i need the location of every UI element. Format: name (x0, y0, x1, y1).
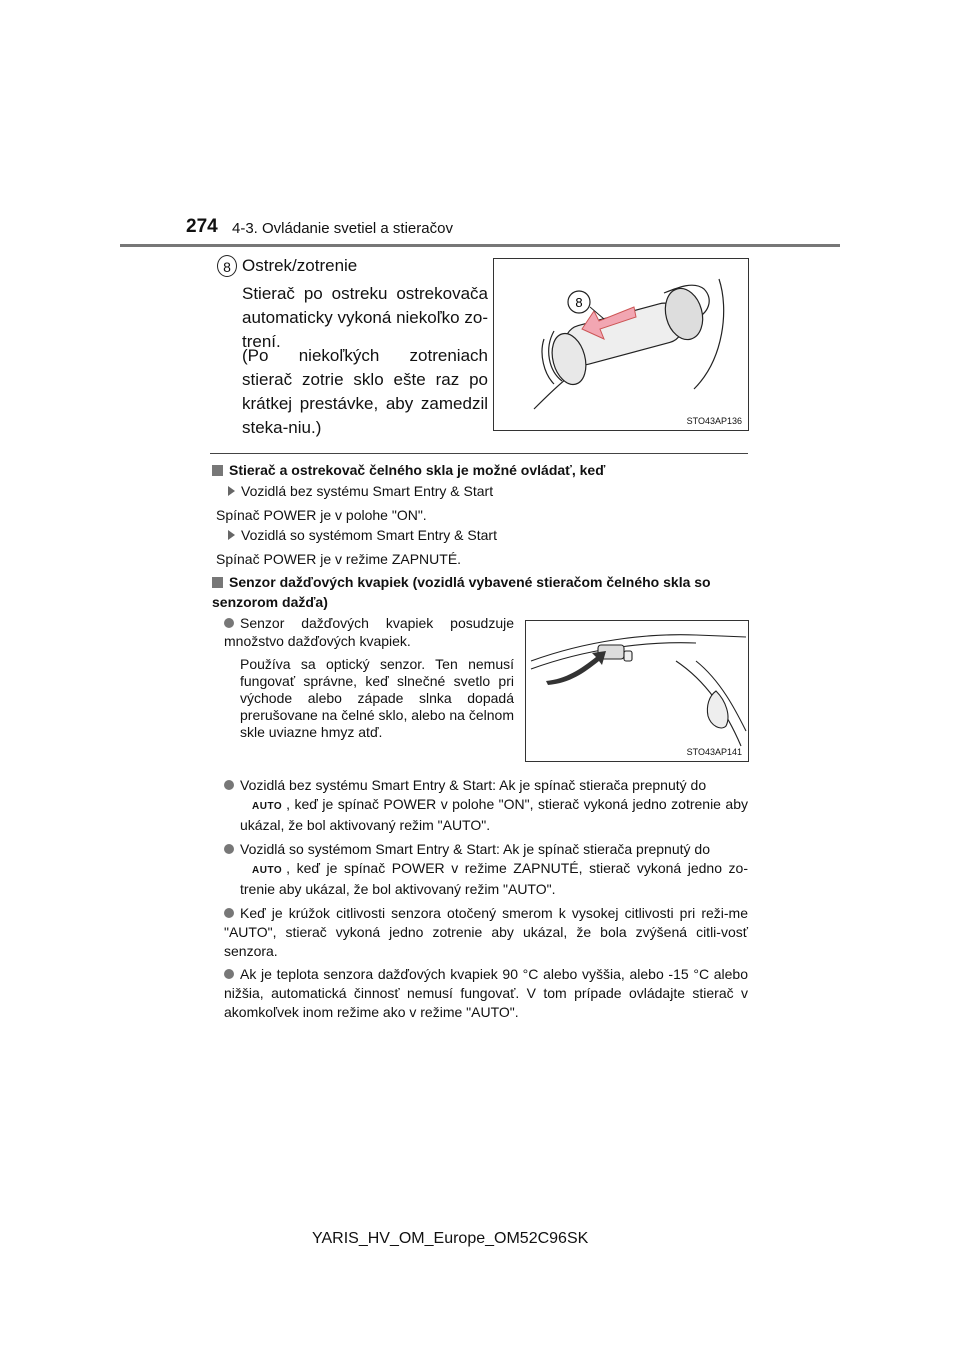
step-title: Ostrek/zotrenie (242, 256, 358, 275)
step-note: (Po niekoľkých zotreniach stierač zotrie sklo ešte raz po krátkej prestávke, aby zamedzil steka-niu.) (242, 346, 488, 437)
wiper-lever-illustration (494, 259, 748, 430)
step-description: Stierač po ostreku ostrekovača automaticky vykoná niekoľko zo-trení. (242, 284, 488, 351)
circle-bullet-icon (224, 969, 234, 979)
section-heading-rain-sensor: Senzor dažďových kvapiek (vozidlá vybavené stieračom čelného skla so senzorom dažďa) (212, 574, 711, 610)
section-heading-operating-conditions: Stierač a ostrekovač čelného skla je možné ovládať, keď (212, 460, 748, 480)
triangle-bullet-icon (228, 530, 235, 540)
section-title: 4-3. Ovládanie svetiel a stieračov (232, 220, 453, 237)
windshield-sensor-figure (525, 620, 749, 762)
pointer-arrow-icon (546, 651, 606, 685)
condition-text: Spínač POWER je v polohe "ON". (216, 507, 427, 523)
square-bullet-icon (212, 465, 223, 476)
circle-bullet-icon (224, 844, 234, 854)
temperature-limit-bullet: Ak je teplota senzora dažďových kvapiek 90 °C alebo vyššia, alebo -15 °C alebo nižšia, automatická činnosť nemusí fungovať. V tom prípade ovládajte stierač v akomkoľvek inom režime ako v režime "AUTO". (224, 966, 748, 1020)
document-id: YARIS_HV_OM_Europe_OM52C96SK (312, 1230, 589, 1247)
rain-sensor-bullet: Senzor dažďových kvapiek posudzuje množstvo dažďových kvapiek. (224, 615, 514, 649)
condition-smart-entry: Vozidlá so systémom Smart Entry & Start (228, 525, 497, 545)
auto-mode-icon: AUTO (252, 801, 283, 812)
circle-bullet-icon (224, 618, 234, 628)
triangle-bullet-icon (228, 486, 235, 496)
header-rule (120, 244, 840, 247)
rain-sensor-note: Používa sa optický senzor. Ten nemusí fungovať správne, keď slnečné svetlo pri východe alebo západe slnka dopadá prerušovane na čelné sklo, alebo na čelnom skle uviazne hmyz atď. (240, 656, 514, 740)
page-number: 274 (186, 216, 218, 237)
step-number-badge: 8 (217, 255, 237, 277)
auto-mode-icon: AUTO (252, 865, 283, 876)
condition-no-smart-entry: Vozidlá bez systému Smart Entry & Start (228, 481, 493, 501)
circle-bullet-icon (224, 780, 234, 790)
figure-caption: STO43AP136 (686, 416, 742, 426)
section-divider (210, 453, 748, 454)
auto-mode-bullet-no-smart-entry: Vozidlá bez systému Smart Entry & Start: Ak je spínač stierača prepnutý do AUTO , keď je spínač POWER v polohe "ON", stierač vykoná jedno zotrenie aby ukázal, že bol aktivovaný režim "AUTO". (224, 776, 748, 835)
condition-text: Spínač POWER je v režime ZAPNUTÉ. (216, 551, 462, 567)
callout-number: 8 (575, 295, 583, 310)
wiper-lever-figure (493, 258, 749, 431)
circle-bullet-icon (224, 908, 234, 918)
square-bullet-icon (212, 577, 223, 588)
auto-mode-bullet-smart-entry: Vozidlá so systémom Smart Entry & Start: Ak je spínač stierača prepnutý do AUTO , keď je spínač POWER v režime ZAPNUTÉ, stierač vykoná jedno zo-trenie aby ukázal, že bol aktivovaný režim "AUTO". (224, 840, 748, 899)
figure-caption: STO43AP141 (686, 747, 742, 757)
sensitivity-ring-bullet: Keď je krúžok citlivosti senzora otočený smerom k vysokej citlivosti pri reži-me "AUTO", stierač vykoná jedno zotrenie aby ukázal, že bola zvýšená citli-vosť senzora. (224, 905, 748, 959)
windshield-illustration (526, 621, 748, 761)
